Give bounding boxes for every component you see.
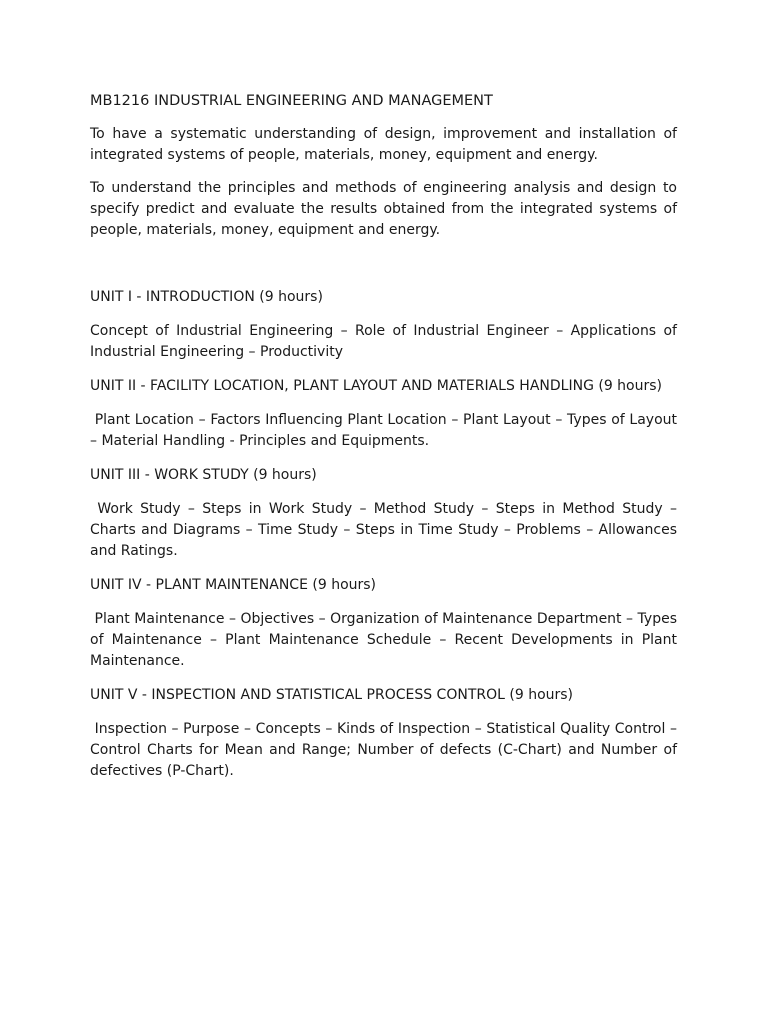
unit-5-heading: UNIT V - INSPECTION AND STATISTICAL PROCESS CONTROL (9 hours) bbox=[90, 687, 574, 703]
unit-2-heading: UNIT II - FACILITY LOCATION, PLANT LAYOUT AND MATERIALS HANDLING (9 hours) bbox=[90, 378, 663, 394]
unit-4-content: Plant Maintenance – Objectives – Organization of Maintenance Department – Types of Maintenance – Plant Maintenance Schedule – Recent Developments in Plant Maintenance. bbox=[90, 611, 682, 669]
unit-4-heading: UNIT IV - PLANT MAINTENANCE (9 hours) bbox=[90, 577, 377, 593]
section-spacer bbox=[90, 253, 677, 287]
unit-1-heading: UNIT I - INTRODUCTION (9 hours) bbox=[90, 289, 323, 305]
objective-paragraph-1: To have a systematic understanding of design, improvement and installation of integrated systems of people, materials, money, equipment and energy. bbox=[90, 126, 677, 163]
unit-3-heading: UNIT III - WORK STUDY (9 hours) bbox=[90, 467, 317, 483]
unit-2-content: Plant Location – Factors Influencing Plant Location – Plant Layout – Types of Layout – Material Handling - Principles and Equipments. bbox=[90, 412, 682, 449]
unit-5-content: Inspection – Purpose – Concepts – Kinds of Inspection – Statistical Quality Control – Control Charts for Mean and Range; Number of defects (C-Chart) and Number of defectives (P-Chart). bbox=[90, 721, 682, 779]
document-title: MB1216 INDUSTRIAL ENGINEERING AND MANAGEMENT bbox=[90, 93, 493, 109]
objective-paragraph-2: To understand the principles and methods of engineering analysis and design to specify predict and evaluate the results obtained from the integrated systems of people, materials, money, equipment and energy. bbox=[90, 180, 677, 238]
document-page bbox=[90, 90, 682, 795]
unit-1-content: Concept of Industrial Engineering – Role of Industrial Engineer – Applications of Industrial Engineering – Productivity bbox=[90, 323, 677, 360]
unit-3-content: Work Study – Steps in Work Study – Method Study – Steps in Method Study – Charts and Diagrams – Time Study – Steps in Time Study – Problems – Allowances and Ratings. bbox=[90, 501, 682, 559]
